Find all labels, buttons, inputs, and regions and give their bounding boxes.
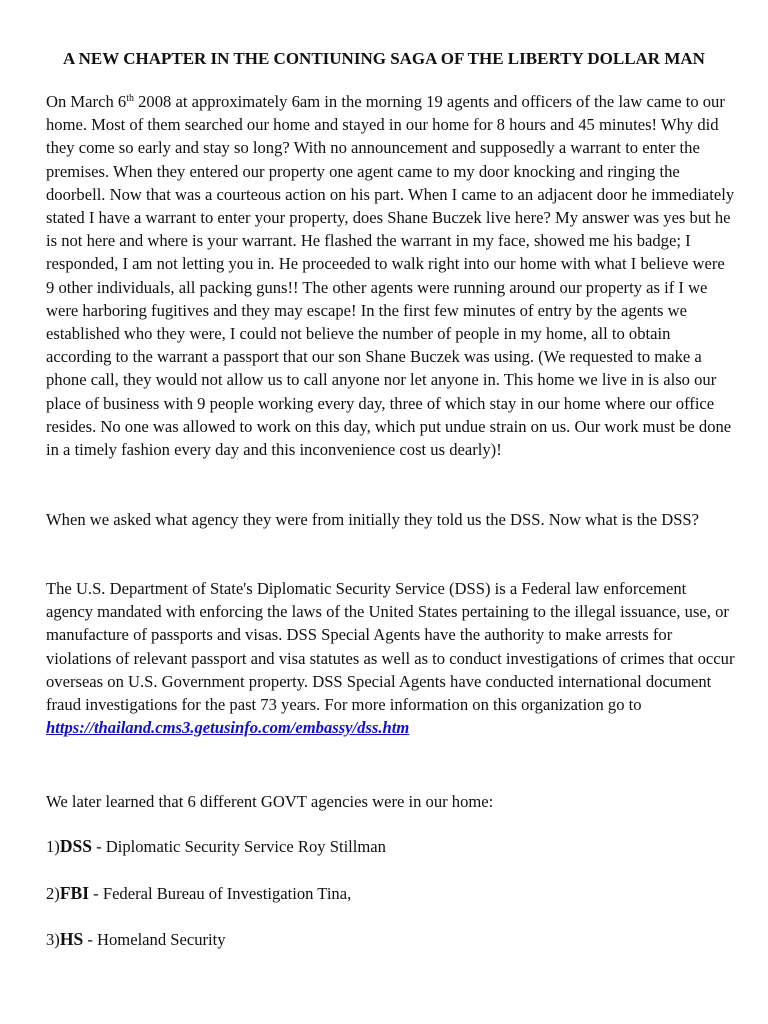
agency-acronym: DSS [59, 836, 92, 856]
agency-acronym: HS [59, 929, 84, 949]
agency-list-item [46, 928, 736, 951]
paragraph-raid-account [46, 90, 736, 461]
agency-number: 1) [46, 837, 60, 856]
dss-description-text: The U.S. Department of State's Diplomatic Security Service (DSS) is a Federal law enforcement agency mandated with enforcing the laws of the United States pertaining to the illegal issuance, use, or manufacture of passports and visas. DSS Special Agents have the authority to make arrests for violations of relevant passport and visa statutes as well as to conduct investigations of crimes that occur overseas on U.S. Government property. DSS Special Agents have conducted international document fraud investigations for the past 73 years. For more information on this organization go to [46, 579, 735, 715]
raid-account-text: 2008 at approximately 6am in the morning 19 agents and officers of the law came to our home. Most of them searched our home and stayed in our home for 8 hours and 45 minutes! Why did they come so early and stay so long? With no announcement and supposedly a warrant to enter the premises. When they entered our property one agent came to my door knocking and ringing the doorbell. Now that was a courteous action on his part. When I came to an adjacent door he immediately stated I have a warrant to enter your property, does Shane Buczek live here? My answer was yes but he is not here and where is your warrant. He flashed the warrant in my face, showed me his badge; I responded, I am not letting you in. He proceeded to walk right into our home with what I believe were 9 other individuals, all packing guns!! The other agents were running around our property as if I we were harboring fugitives and they may escape! In the first few minutes of entry by the agents we established who they were, I could not believe the number of people in my home, all to obtain according to the warrant a passport that our son Shane Buczek was using. (We requested to make a phone call, they would not allow us to call anyone nor let anyone in. This home we live in is also our place of business with 9 people working every day, three of which stay in our home where our office resides. No one was allowed to work on this day, which put undue strain on us. Our work must be done in a timely fashion every day and this inconvenience cost us dearly)! [46, 92, 735, 460]
agency-acronym: FBI [59, 883, 90, 903]
raid-date-text: On March 6 [46, 92, 127, 111]
agency-description: - Diplomatic Security Service Roy Stillman [91, 837, 386, 856]
agency-description: - Homeland Security [83, 930, 226, 949]
agency-number: 3) [46, 930, 60, 949]
dss-info-link[interactable]: https://thailand.cms3.getusinfo.com/embassy/dss.htm [46, 718, 410, 738]
agency-list-item [46, 882, 736, 905]
agency-number: 2) [46, 884, 60, 903]
date-ordinal-suffix: th [126, 93, 134, 104]
agency-description: - Federal Bureau of Investigation Tina, [89, 884, 352, 903]
agency-list-item [46, 835, 736, 858]
paragraph-agencies-intro: We later learned that 6 different GOVT agencies were in our home: [46, 792, 494, 811]
document-title: A NEW CHAPTER IN THE CONTIUNING SAGA OF THE LIBERTY DOLLAR MAN [63, 49, 705, 68]
paragraph-dss-description [46, 577, 736, 739]
paragraph-dss-question: When we asked what agency they were from initially they told us the DSS. Now what is the DSS? [46, 510, 700, 529]
